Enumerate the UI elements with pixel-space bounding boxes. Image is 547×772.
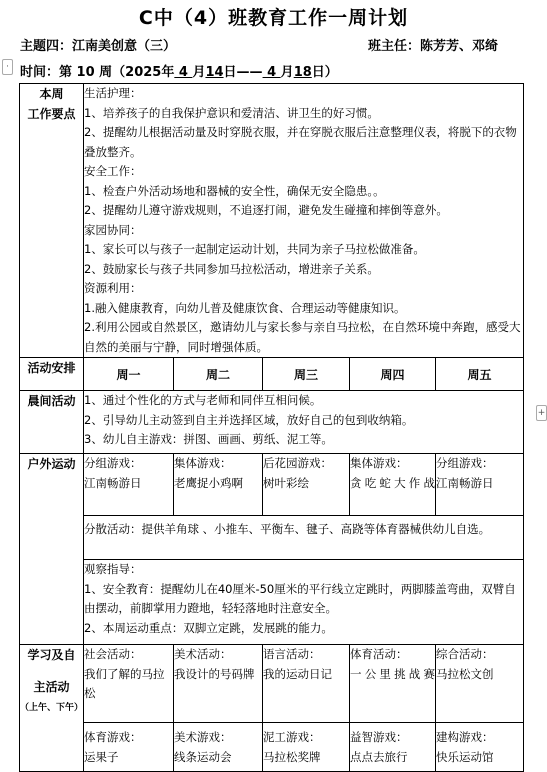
- game-name: 贪吃蛇大作战: [350, 475, 435, 490]
- game-kind: 分组游戏：: [436, 456, 494, 470]
- game-kind: 分组游戏：: [84, 456, 142, 470]
- activity-name: 我设计的号码牌: [174, 666, 255, 681]
- outdoor-game-fri: [436, 454, 524, 516]
- focus-line: 家园协同：: [84, 222, 142, 237]
- study-wed-2: [263, 723, 350, 772]
- outdoor-game-thu: [350, 454, 436, 516]
- observe-title: 观察指导：: [84, 562, 142, 576]
- teacher-label: 班主任：陈芳芳、邓绮: [368, 39, 499, 54]
- study-row-2: [20, 723, 524, 772]
- activity-kind: 体育活动：: [350, 647, 408, 661]
- activity-kind: 社会活动：: [84, 647, 142, 661]
- study-wed-1: [263, 645, 350, 723]
- game-kind: 后花园游戏：: [263, 456, 332, 470]
- outdoor-observe-row: [20, 560, 524, 645]
- study-thu-2: [350, 723, 436, 772]
- range-separator: 日——: [223, 65, 263, 80]
- end-month: 4: [262, 65, 281, 80]
- morning-content: [84, 391, 524, 454]
- game-name: 江南畅游日: [436, 475, 494, 490]
- study-label-2: 主活动: [33, 680, 70, 694]
- activity-name: 快乐运动馆: [436, 749, 494, 764]
- study-fri-1: [436, 645, 524, 723]
- activity-name: 一公里挑战赛: [350, 666, 435, 681]
- morning-line: 2、引导幼儿主动签到自主并选择区域，放好自己的包到收纳箱。: [84, 412, 414, 427]
- activity-kind: 泥工游戏：: [263, 730, 321, 744]
- activity-kind: 美术活动：: [174, 647, 232, 661]
- theme-label: 主题四：江南美创意（三）: [20, 39, 177, 54]
- month-label-2: 月: [280, 65, 294, 80]
- focus-line: 生活护理：: [84, 86, 142, 100]
- outdoor-label: 户外运动: [20, 454, 84, 645]
- focus-line: 1.融入健康教育，向幼儿普及健康饮食、合理运动等健康知识。: [84, 300, 406, 315]
- activity-name: 我的运动日记: [263, 666, 332, 681]
- focus-line: 资源利用：: [84, 281, 142, 295]
- activity-kind: 体育游戏：: [84, 730, 142, 744]
- week-focus-label: [20, 84, 84, 358]
- study-tue-1: [174, 645, 263, 723]
- study-fri-2: [436, 723, 524, 772]
- end-day: 18: [293, 65, 312, 80]
- focus-line: 1、检查户外活动场地和器械的安全性，确保无安全隐患。。: [84, 183, 385, 198]
- focus-line: 2、提醒幼儿根据活动量及时穿脱衣服，并在穿脱衣服后注意整理仪表，将脱下的衣物叠放整齐。: [84, 125, 517, 159]
- game-name: 树叶彩绘: [263, 475, 309, 490]
- week-focus-label-2: 工作要点: [27, 107, 76, 121]
- day-friday: 周五: [436, 358, 524, 391]
- morning-line: 1、通过个性化的方式与老师和同伴互相问候。: [84, 393, 322, 407]
- focus-line: 2.利用公园或自然景区，邀请幼儿与家长参与亲自马拉松，在自然环境中奔跑，感受大自然的美丽与宁静，同时增强体质。: [84, 320, 521, 354]
- activity-name: 马拉松奖牌: [263, 749, 321, 764]
- focus-line: 1、培养孩子的自我保护意识和爱清洁、讲卫生的好习惯。: [84, 105, 379, 120]
- activity-kind: 美术游戏：: [174, 730, 232, 744]
- range-end: 日）: [311, 65, 338, 80]
- day-wednesday: 周三: [263, 358, 350, 391]
- study-mon-1: [84, 645, 174, 723]
- date-range: [20, 61, 338, 80]
- outdoor-game-mon: [84, 454, 174, 516]
- game-name: 老鹰捉小鸡啊: [174, 475, 243, 490]
- study-label: [20, 645, 84, 772]
- study-thu-1: [350, 645, 436, 723]
- activity-kind: 建构游戏：: [436, 730, 494, 744]
- observe-line: 1、安全教育：提醒幼儿在40厘米-50厘米的平行线立定跳时，两脚膝盖弯曲，双臂自由摆动，前脚掌用力蹬地，轻轻落地时注意安全。: [84, 581, 516, 615]
- table-move-handle-icon[interactable]: ·: [2, 59, 13, 75]
- outdoor-scatter: 分散活动：提供羊角球 、小推车、平衡车、毽子、高跷等体育器械供幼儿自选。: [84, 516, 524, 560]
- game-kind: 集体游戏：: [350, 456, 408, 470]
- outdoor-game-tue: [174, 454, 263, 516]
- schedule-label: 活动安排: [20, 358, 84, 391]
- outdoor-games-row: [20, 454, 524, 516]
- schedule-header-row: [20, 358, 524, 391]
- outdoor-observe: [84, 560, 524, 645]
- activity-name: 点点去旅行: [350, 749, 408, 764]
- outdoor-game-wed: [263, 454, 350, 516]
- add-column-icon[interactable]: +: [536, 405, 547, 421]
- study-label-3: （上午、下午）: [20, 703, 84, 713]
- month-label: 月: [192, 65, 206, 80]
- week-focus-label-1: 本周: [39, 87, 64, 101]
- focus-line: 安全工作：: [84, 164, 142, 178]
- activity-kind: 综合活动：: [436, 647, 494, 661]
- day-thursday: 周四: [350, 358, 436, 391]
- activity-name: 线条运动会: [174, 749, 232, 764]
- outdoor-scatter-row: [20, 516, 524, 560]
- week-focus-content: [84, 84, 524, 358]
- day-tuesday: 周二: [174, 358, 263, 391]
- observe-line: 2、本周运动重点：双脚立定跳，发展跳的能力。: [84, 620, 333, 635]
- morning-row: [20, 391, 524, 454]
- game-kind: 集体游戏：: [174, 456, 232, 470]
- activity-name: 马拉松文创: [436, 666, 494, 681]
- study-mon-2: [84, 723, 174, 772]
- start-month: 4: [174, 65, 193, 80]
- morning-line: 3、幼儿自主游戏：拼图、画画、剪纸、泥工等。: [84, 432, 333, 446]
- study-tue-2: [174, 723, 263, 772]
- weekly-plan-table: [19, 83, 524, 772]
- study-row-1: [20, 645, 524, 723]
- morning-label: 晨间活动: [20, 391, 84, 454]
- study-label-1: 学习及自: [27, 648, 76, 662]
- activity-kind: 益智游戏：: [350, 730, 408, 744]
- start-day: 14: [205, 65, 224, 80]
- focus-line: 2、鼓励家长与孩子共同参加马拉松活动，增进亲子关系。: [84, 261, 379, 276]
- activity-name: 运果子: [84, 749, 119, 764]
- activity-name: 我们了解的马拉松: [84, 666, 165, 700]
- focus-line: 1、家长可以与孩子一起制定运动计划，共同为亲子马拉松做准备。: [84, 242, 425, 256]
- week-focus-row: [20, 84, 524, 358]
- page-title: C中（4）班教育工作一周计划: [138, 7, 409, 29]
- game-name: 江南畅游日: [84, 475, 142, 490]
- activity-kind: 语言活动：: [263, 647, 321, 661]
- date-prefix: 时间：第 10 周（2025年: [20, 65, 175, 80]
- day-monday: 周一: [84, 358, 174, 391]
- focus-line: 2、提醒幼儿遵守游戏规则，不追逐打闹，避免发生碰撞和摔倒等意外。: [84, 203, 448, 217]
